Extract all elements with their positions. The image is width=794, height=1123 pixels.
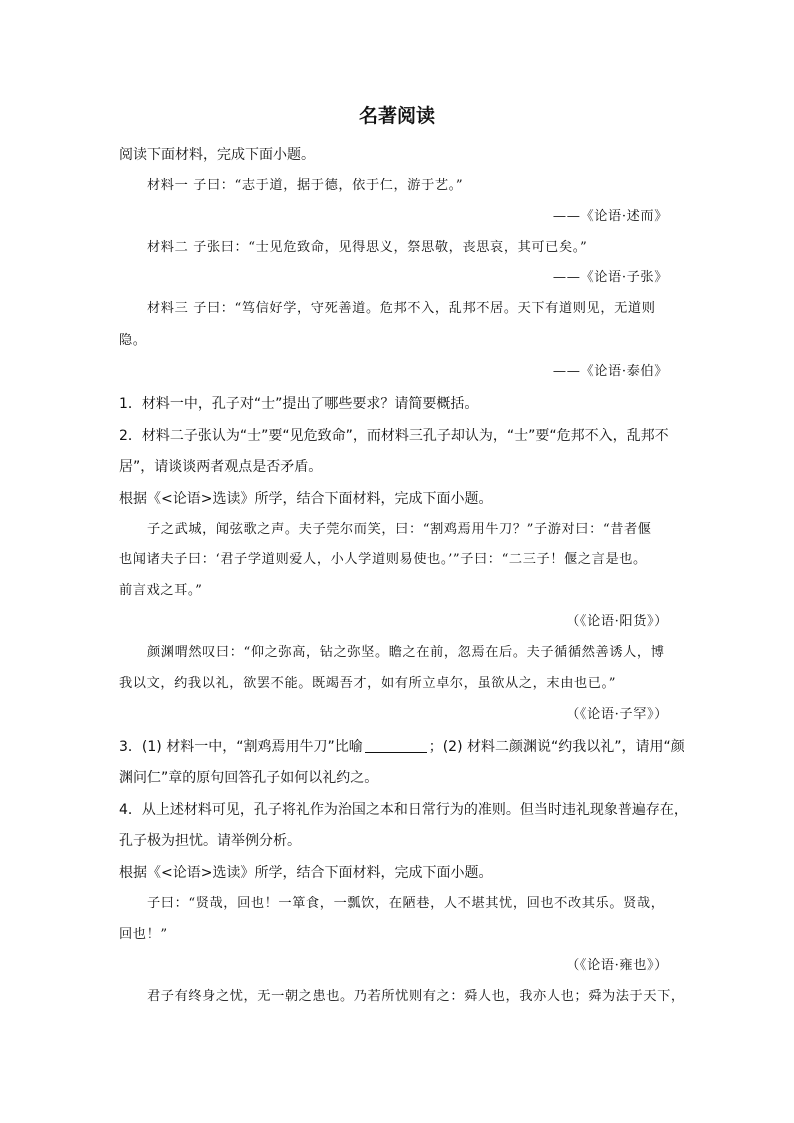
answer-blank[interactable] bbox=[365, 738, 427, 753]
passage-yanyuan: 颜渊喟然叹曰：“仰之弥高，钻之弥坚。瞻之在前，忽焉在后。夫子循循然善诱人，博 bbox=[147, 645, 665, 660]
question-3-cont: 渊问仁”章的原句回答孔子如何以礼约之。 bbox=[119, 770, 379, 786]
passage-wucheng-source: （《论语·阳货》） bbox=[566, 614, 668, 629]
material-three-text-cont: 隐。 bbox=[119, 333, 147, 348]
page-title: 名著阅读 bbox=[358, 105, 435, 127]
material-three-source: ——《论语·泰伯》 bbox=[552, 364, 668, 379]
question-3-prefix: 3．(1) 材料一中，“割鸡焉用牛刀”比喻 bbox=[119, 739, 363, 755]
passage-yanyuan-source: （《论语·子罕》） bbox=[566, 707, 668, 722]
material-two-text: 材料二 子张曰：“士见危致命，见得思义，祭思敬，丧思哀，其可已矣。” bbox=[147, 240, 588, 255]
material-three-text: 材料三 子曰：“笃信好学，守死善道。危邦不入，乱邦不居。天下有道则见，无道则 bbox=[147, 301, 656, 316]
question-2: 2．材料二子张认为“士”要“见危致命”，而材料三孔子却认为，“士”要“危邦不入，乱邦不 bbox=[119, 428, 669, 444]
passage-wucheng: 子之武城，闻弦歌之声。夫子莞尔而笑，曰：“割鸡焉用牛刀？”子游对曰：“昔者偃 bbox=[147, 522, 652, 537]
instruction-text-2: 根据《<论语>选读》所学，结合下面材料，完成下面小题。 bbox=[119, 491, 493, 507]
instruction-text: 阅读下面材料，完成下面小题。 bbox=[119, 147, 315, 163]
passage-wucheng-cont: 也闻诸夫子曰：‘君子学道则爱人，小人学道则易使也。’”子曰：“二三子！偃之言是也。 bbox=[119, 552, 647, 567]
material-one-text: 材料一 子曰：“志于道，据于德，依于仁，游于艺。” bbox=[147, 178, 464, 193]
instruction-text-3: 根据《<论语>选读》所学，结合下面材料，完成下面小题。 bbox=[119, 865, 493, 881]
question-1: 1．材料一中，孔子对“士”提出了哪些要求？请简要概括。 bbox=[119, 396, 479, 412]
question-4-cont: 孔子极为担忧。请举例分析。 bbox=[119, 833, 301, 849]
question-3-suffix: ；(2) 材料二颜渊说“约我以礼”，请用“颜 bbox=[428, 739, 685, 755]
material-two-source: ——《论语·子张》 bbox=[552, 270, 668, 285]
passage-yanyuan-cont: 我以文，约我以礼，欲罢不能。既竭吾才，如有所立卓尔，虽欲从之，末由也已。” bbox=[119, 676, 617, 691]
question-4: 4．从上述材料可见，孔子将礼作为治国之本和日常行为的准则。但当时违礼现象普遍存在， bbox=[119, 802, 688, 818]
passage-xianzai-cont: 回也！” bbox=[119, 927, 168, 942]
material-one-source: ——《论语·述而》 bbox=[552, 209, 668, 224]
passage-xianzai: 子曰：“贤哉，回也！一箪食，一瓢饮，在陋巷，人不堪其忧，回也不改其乐。贤哉， bbox=[147, 896, 665, 911]
question-2-cont: 居”，请谈谈两者观点是否矛盾。 bbox=[119, 459, 323, 475]
passage-junzi: 君子有终身之忧，无一朝之患也。乃若所忧则有之：舜人也，我亦人也；舜为法于天下， bbox=[147, 989, 685, 1004]
passage-wucheng-end: 前言戏之耳。” bbox=[119, 583, 203, 598]
passage-xianzai-source: （《论语·雍也》） bbox=[566, 958, 668, 973]
question-3 bbox=[119, 737, 685, 757]
